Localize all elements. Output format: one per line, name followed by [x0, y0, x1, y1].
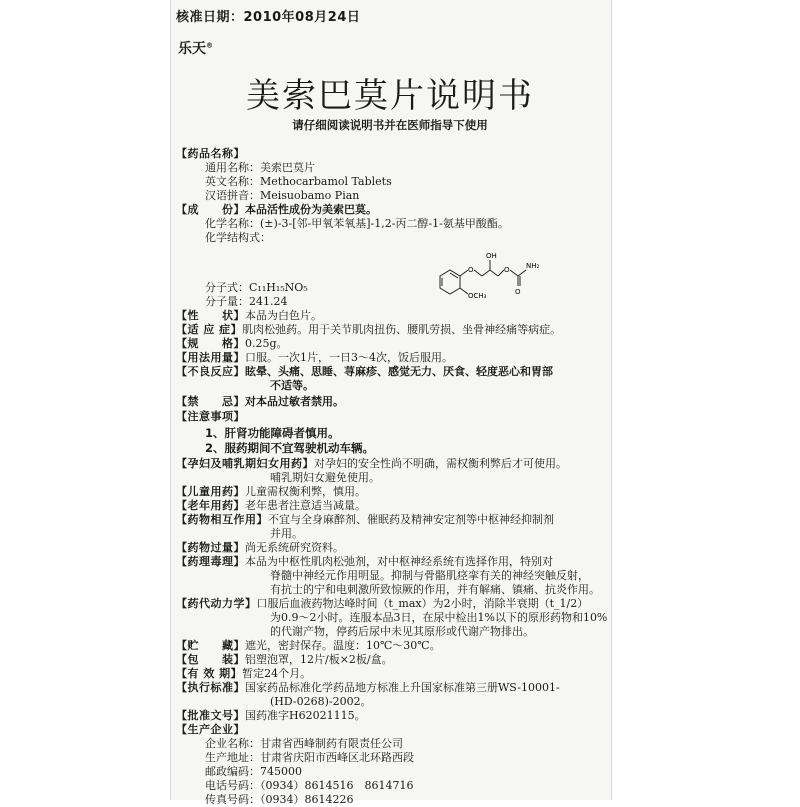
manufacturer-name: 企业名称：甘肃省西峰制药有限责任公司: [205, 737, 403, 750]
pregnancy-label: 【孕妇及哺乳期妇女用药】: [176, 457, 314, 470]
structure-o1: O: [468, 266, 474, 274]
elderly-text: 老年患者注意适当减量。: [245, 499, 366, 512]
chemical-structure-diagram: [430, 248, 550, 308]
interactions-label: 【药物相互作用】: [176, 513, 268, 526]
precautions-label: 【注意事项】: [176, 410, 245, 423]
pharmacology-text-cont-2: 有抗士的宁和电刺激所致惊厥的作用，并有解痛、镇痛、抗炎作用。: [270, 583, 600, 596]
indications-label: 【适 应 症】: [176, 323, 243, 336]
pharmacology-text-cont-1: 脊髓中神经元作用明显。抑制与骨骼肌痉挛有关的神经突触反射，: [270, 569, 589, 582]
dosage-label: 【用法用量】: [176, 351, 245, 364]
spec-row: [176, 337, 610, 351]
overdose-text: 尚无系统研究资料。: [245, 541, 344, 554]
brand-logo: [178, 38, 213, 58]
children-row: [176, 485, 610, 499]
pharmacokinetics-text: 口服后血液药物达峰时间（t_max）为2小时，消除半衰期（t_1/2）: [256, 597, 589, 610]
structure-o3: O: [515, 288, 521, 296]
children-text: 儿童需权衡利弊，慎用。: [245, 485, 366, 498]
molecular-formula: 分子式：C₁₁H₁₅NO₅: [205, 281, 308, 294]
manufacturer-phone: 电话号码：（0934）8614516 8614716: [205, 779, 414, 792]
pharmacology-row: [176, 555, 610, 569]
validity-text: 暂定24个月。: [242, 667, 312, 680]
pharmacokinetics-text-cont-2: 的代谢产物，停药后尿中未见其原形或代谢产物排出。: [270, 625, 534, 638]
standard-text-cont: (HD-0268)-2002。: [270, 695, 372, 708]
validity-label: 【有 效 期】: [176, 667, 243, 680]
indications-text: 肌肉松弛药。用于关节肌肉扭伤、腰肌劳损、坐骨神经痛等病症。: [242, 323, 562, 336]
pharmacology-text: 本品为中枢性肌肉松弛剂，对中枢神经系统有选择作用，特别对: [245, 555, 553, 568]
approval-date: 核准日期：2010年08月24日: [176, 10, 361, 25]
precaution-item-1: 1、肝肾功能障碍者慎用。: [205, 426, 340, 440]
page-subtitle: 请仔细阅读说明书并在医师指导下使用: [292, 118, 488, 132]
pregnancy-text: 对孕妇的安全性尚不明确，需权衡利弊后才可使用。: [314, 457, 567, 470]
pharmacokinetics-row: [176, 597, 610, 611]
manufacturer-address: 生产地址：甘肃省庆阳市西峰区北环路西段: [205, 751, 414, 764]
structure-och3: OCH₃: [468, 292, 487, 300]
storage-text: 遮光，密封保存。温度：10℃～30℃。: [245, 639, 441, 652]
storage-row: [176, 639, 610, 653]
spec-label: 【规 格】: [176, 337, 245, 350]
molecular-weight: 分子量：241.24: [205, 295, 288, 308]
properties-row: [176, 309, 610, 323]
interactions-text: 不宜与全身麻醉剂、催眠药及精神安定剂等中枢神经抑制剂: [268, 513, 554, 526]
ingredients-label: 【成 份】: [176, 203, 245, 216]
page-title: 美索巴莫片说明书: [246, 76, 534, 116]
registered-mark: ®: [206, 41, 213, 50]
pharmacokinetics-label: 【药代动力学】: [176, 597, 257, 610]
pregnancy-row: [176, 457, 610, 471]
validity-row: [176, 667, 610, 681]
elderly-row: [176, 499, 610, 513]
dosage-row: [176, 351, 610, 365]
indications-row: [176, 323, 610, 337]
manufacturer-row: [176, 723, 610, 737]
approval-no-row: [176, 709, 610, 723]
spec-text: 0.25g。: [245, 337, 288, 350]
structure-nh2: NH₂: [526, 262, 540, 270]
contra-row: [176, 395, 610, 409]
properties-label: 【性 状】: [176, 309, 245, 322]
generic-name: 通用名称：美索巴莫片: [205, 161, 315, 174]
storage-label: 【贮 藏】: [176, 639, 245, 652]
pharmacokinetics-text-cont-1: 为0.9～2小时。连服本品3日，在尿中检出1%以下的原形药物和10%: [270, 611, 608, 624]
overdose-row: [176, 541, 610, 555]
interactions-row: [176, 513, 610, 527]
children-label: 【儿童用药】: [176, 485, 245, 498]
pinyin-name: 汉语拼音：Meisuobamo Pian: [205, 189, 360, 202]
english-name: 英文名称：Methocarbamol Tablets: [205, 175, 392, 188]
pregnancy-text-cont: 哺乳期妇女避免使用。: [270, 471, 380, 484]
contra-label: 【禁 忌】: [176, 395, 245, 408]
standard-text: 国家药品标准化学药品地方标准上升国家标准第三册WS-10001-: [245, 681, 560, 694]
contra-text: 对本品过敏者禁用。: [245, 395, 344, 408]
package-label: 【包 装】: [176, 653, 245, 666]
structure-o2: O: [504, 266, 510, 274]
structure-oh: OH: [486, 252, 497, 260]
approval-no-text: 国药准字H62021115。: [245, 709, 366, 722]
package-row: [176, 653, 610, 667]
overdose-label: 【药物过量】: [176, 541, 245, 554]
adverse-text: 眩晕、头痛、思睡、荨麻疹、感觉无力、厌食、轻度恶心和胃部: [245, 365, 553, 378]
standard-label: 【执行标准】: [176, 681, 245, 694]
brand-name: 乐天: [178, 41, 206, 57]
adverse-row: [176, 365, 610, 379]
structure-label: 化学结构式：: [205, 231, 271, 244]
manufacturer-fax: 传真号码：（0934）8614226: [205, 793, 354, 806]
interactions-text-cont: 并用。: [270, 527, 303, 540]
drug-name-label: 【药品名称】: [176, 147, 245, 160]
elderly-label: 【老年用药】: [176, 499, 245, 512]
drug-name-section: [176, 147, 610, 161]
adverse-text-cont: 不适等。: [270, 379, 314, 392]
pharmacology-label: 【药理毒理】: [176, 555, 245, 568]
ingredients-section: [176, 203, 610, 217]
standard-row: [176, 681, 610, 695]
manufacturer-label: 【生产企业】: [176, 723, 245, 736]
dosage-text: 口服。一次1片，一日3～4次，饭后服用。: [245, 351, 453, 364]
chemical-name: 化学名称：(±)-3-[邻-甲氧苯氧基]-1,2-丙二醇-1-氨基甲酸酯。: [205, 217, 509, 230]
properties-text: 本品为白色片。: [245, 309, 322, 322]
ingredients-text: 本品活性成份为美索巴莫。: [245, 203, 377, 216]
precaution-item-2: 2、服药期间不宜驾驶机动车辆。: [205, 441, 374, 455]
package-text: 铝塑泡罩，12片/板×2板/盒。: [245, 653, 393, 666]
adverse-label: 【不良反应】: [176, 365, 245, 378]
approval-no-label: 【批准文号】: [176, 709, 245, 722]
manufacturer-postcode: 邮政编码：745000: [205, 765, 302, 778]
precautions-row: [176, 410, 610, 424]
